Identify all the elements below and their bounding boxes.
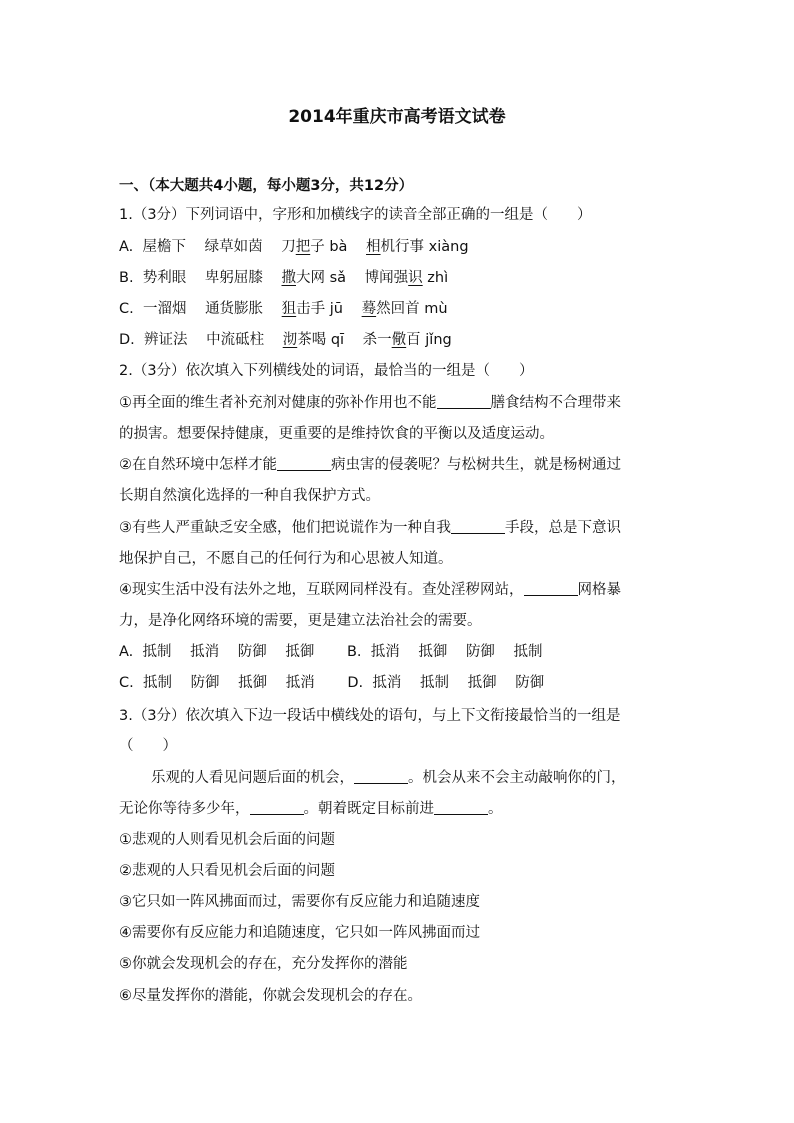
q2-sentence-2 <box>119 455 621 475</box>
word: 茶喝 qī <box>297 332 345 348</box>
word: 击手 jū <box>296 301 343 317</box>
section-heading: 一、（本大题共4小题，每小题3分，共12分） <box>119 178 414 194</box>
word: 一溜烟 <box>142 301 187 317</box>
word: 卑躬屈膝 <box>204 270 263 286</box>
word: 防御 <box>190 675 220 691</box>
q1-option-d <box>119 330 452 350</box>
q3-item-6: ⑥尽量发挥你的潜能，你就会发现机会的存在。 <box>119 988 422 1004</box>
sentence-text: 手段，总是下意识 <box>505 520 621 536</box>
q1-option-b <box>119 268 448 288</box>
option-label: A. <box>119 239 134 255</box>
passage-text: 无论你等待多少年， <box>119 801 250 817</box>
sentence-text: ②在自然环境中怎样才能 <box>119 457 277 473</box>
sentence-text: ④现实生活中没有法外之地，互联网同样没有。查处淫秽网站， <box>119 582 524 598</box>
underlined-char: 识 <box>408 270 423 286</box>
word: 抵御 <box>418 644 448 660</box>
underlined-char: 把 <box>295 239 311 255</box>
fill-blank <box>354 769 408 784</box>
passage-text: 。朝着既定目标前进 <box>303 801 434 817</box>
word: 防御 <box>515 675 545 691</box>
option-label: C. <box>119 675 134 691</box>
word: 抵御 <box>467 675 497 691</box>
option-label: B. <box>346 644 362 660</box>
underlined-char: 撒 <box>281 270 296 286</box>
word: 抵制 <box>142 675 172 691</box>
q2-sentence-3-cont: 地保护自己，不愿自己的任何行为和心思被人知道。 <box>119 551 453 567</box>
word: 绿草如茵 <box>204 239 263 255</box>
sentence-text: 网格暴 <box>577 582 621 598</box>
q3-item-5: ⑤你就会发现机会的存在，充分发挥你的潜能 <box>119 956 408 972</box>
word: 辨证法 <box>144 332 188 348</box>
q2-sentence-1 <box>119 393 621 413</box>
q3-answer-paren: （ ） <box>119 738 177 754</box>
word: 抵制 <box>513 644 543 660</box>
word: 杀一 <box>362 332 392 348</box>
underlined-char: 相 <box>366 239 381 255</box>
word: 博闻强 <box>364 270 409 286</box>
word: 防御 <box>465 644 495 660</box>
word: 百 jǐng <box>406 332 452 348</box>
word: 抵御 <box>285 644 315 660</box>
word: 刀 <box>281 239 296 255</box>
sentence-text: ①再全面的维生者补充剂对健康的弥补作用也不能 <box>119 395 437 411</box>
word: 防御 <box>237 644 267 660</box>
word: 抵消 <box>190 644 220 660</box>
sentence-text: ③有些人严重缺乏安全感，他们把说谎作为一种自我 <box>119 520 451 536</box>
word: 抵制 <box>420 675 449 691</box>
word: 抵制 <box>142 644 172 660</box>
q3-stem: 3.（3分）依次填入下边一段话中横线处的语句，与上下文衔接最恰当的一组是 <box>119 708 621 724</box>
word: 屋檐下 <box>142 239 186 255</box>
q1-option-a <box>119 237 469 257</box>
passage-text: 。 <box>488 801 503 817</box>
q2-sentence-2-cont: 长期自然演化选择的一种自我保护方式。 <box>119 488 380 504</box>
q3-item-2: ②悲观的人只看见机会后面的问题 <box>119 863 335 879</box>
q2-sentence-4 <box>119 580 621 600</box>
word: 抵消 <box>370 644 400 660</box>
q2-sentence-1-cont: 的损害。想要保持健康，更重要的是维持饮食的平衡以及适度运动。 <box>119 426 554 442</box>
underlined-char: 狙 <box>281 301 297 317</box>
option-label: D. <box>347 675 364 691</box>
sentence-text: 病虫害的侵袭呢？与松树共生，就是杨树通过 <box>331 457 621 473</box>
word: 抵消 <box>372 675 402 691</box>
fill-blank <box>451 519 505 534</box>
fill-blank <box>434 800 488 815</box>
passage-text: 乐观的人看见问题后面的机会， <box>151 770 354 786</box>
q1-option-c <box>119 299 448 319</box>
q2-sentence-3 <box>119 518 621 538</box>
option-label: C. <box>119 301 134 317</box>
option-label: A. <box>119 644 134 660</box>
option-label: B. <box>119 270 134 286</box>
word: 机行事 xiàng <box>380 239 469 255</box>
word: zhì <box>422 270 449 286</box>
underlined-char: 蓦 <box>361 301 377 317</box>
q2-options-ab <box>119 642 543 662</box>
q3-passage-line-1 <box>151 768 626 788</box>
underlined-char: 儆 <box>391 332 407 348</box>
fill-blank <box>437 394 491 409</box>
page-title: 2014年重庆市高考语文试卷 <box>288 107 506 127</box>
q3-passage-line-2 <box>119 799 503 819</box>
passage-text: 。机会从来不会主动敲响你的门， <box>408 770 626 786</box>
q2-stem: 2.（3分）依次填入下列横线处的词语，最恰当的一组是（ ） <box>119 363 534 379</box>
fill-blank <box>524 581 578 596</box>
q3-item-4: ④需要你有反应能力和追随速度，它只如一阵风拂面而过 <box>119 925 480 941</box>
word: 抵御 <box>238 675 268 691</box>
word: 然回首 mù <box>376 301 448 317</box>
word: 中流砥柱 <box>206 332 265 348</box>
fill-blank <box>250 800 304 815</box>
q2-options-cd <box>119 673 544 693</box>
fill-blank <box>277 456 331 471</box>
word: 抵消 <box>285 675 315 691</box>
q2-sentence-4-cont: 力，是净化网络环境的需要，更是建立法治社会的需要。 <box>119 613 482 629</box>
sentence-text: 膳食结构不合理带来 <box>490 395 621 411</box>
word: 势利眼 <box>142 270 187 286</box>
word: 大网 sǎ <box>296 270 347 286</box>
underlined-char: 沏 <box>282 332 298 348</box>
option-label: D. <box>119 332 135 348</box>
word: 子 bà <box>310 239 348 255</box>
q3-item-3: ③它只如一阵风拂面而过，需要你有反应能力和追随速度 <box>119 894 480 910</box>
q1-stem: 1.（3分）下列词语中，字形和加横线字的读音全部正确的一组是（ ） <box>119 207 592 223</box>
q3-item-1: ①悲观的人则看见机会后面的问题 <box>119 832 335 848</box>
word: 通货膨胀 <box>205 301 264 317</box>
